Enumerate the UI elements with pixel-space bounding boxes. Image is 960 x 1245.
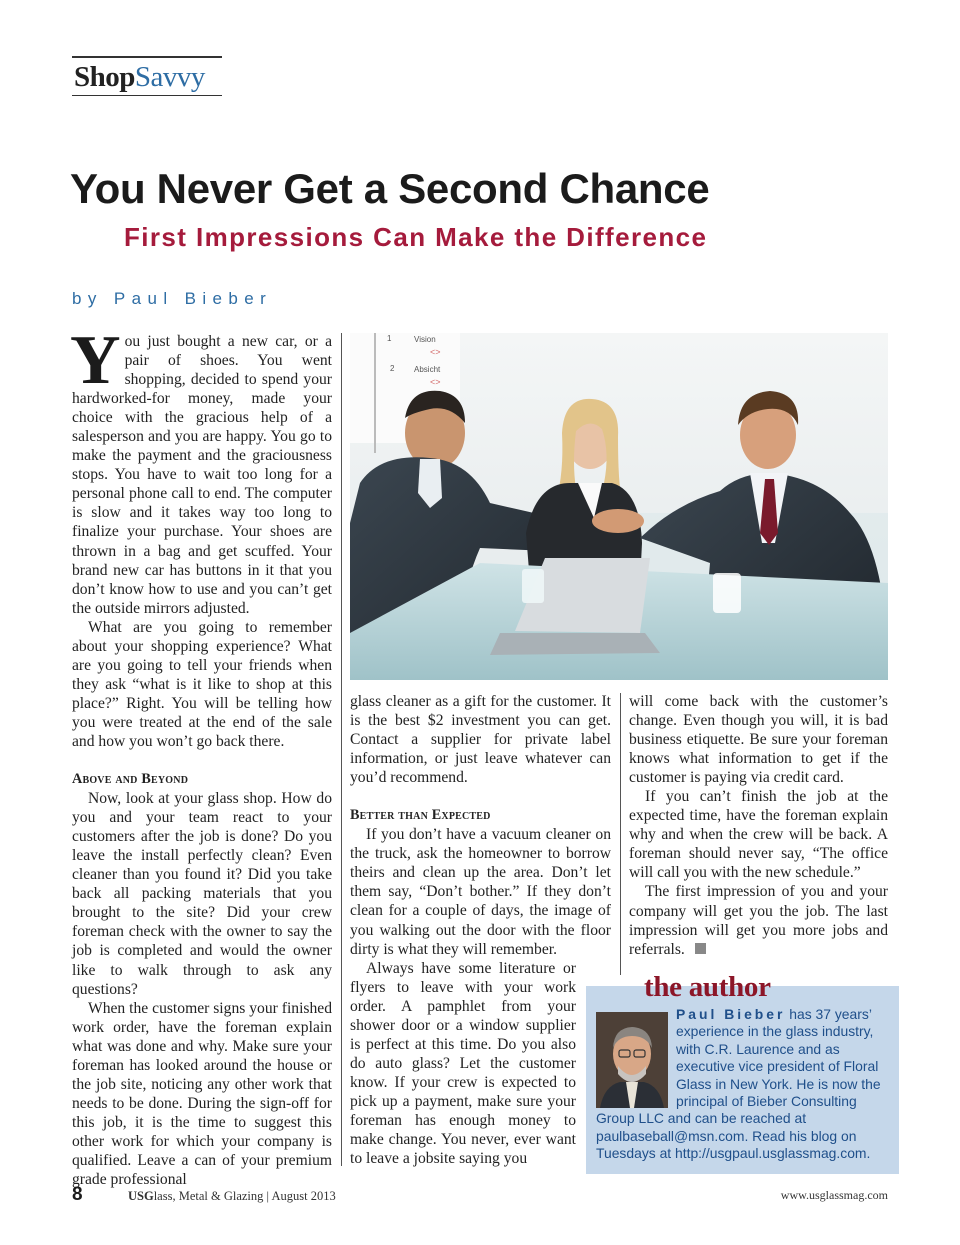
footer-website: www.usglassmag.com — [780, 1188, 888, 1202]
column-divider-1 — [341, 333, 342, 1166]
section-tag-part1: Shop — [74, 61, 135, 93]
section-tag — [72, 56, 222, 96]
svg-text:<>: <> — [430, 377, 441, 387]
col3-paragraph-3 — [629, 882, 888, 958]
subheading-better-than-expected: Better than Expected — [350, 807, 491, 824]
col3-paragraph-2: If you can’t finish the job at the expected time, have the foreman explain why and when the crew will be back. A foreman should never say, “The office will call you with the new schedule.” — [629, 788, 888, 882]
handshake-photo-illustration — [350, 333, 888, 680]
svg-text:<>: <> — [430, 347, 441, 357]
column-divider-2 — [620, 693, 621, 975]
col3-paragraph-3-text: The first impression of you and your company will get you the job. The last impression will get you more jobs and referrals. — [629, 883, 888, 958]
column-1 — [70, 322, 332, 1189]
col3-paragraph-1: will come back with the customer’s change. Even though you will, it is bad business etiquette. Be sure your foreman knows what information to get if the customer is paying via credit card. — [629, 693, 888, 787]
magazine-name — [128, 1189, 336, 1203]
flipchart-number-2: 2 — [390, 364, 395, 373]
flipchart-number-1: 1 — [387, 334, 392, 343]
footer-left — [72, 1183, 336, 1208]
article-subtitle: First Impressions Can Make the Difference — [124, 222, 708, 252]
handshake-photo — [350, 333, 888, 680]
byline: by Paul Bieber — [72, 289, 273, 308]
col2-paragraph-2: If you don’t have a vacuum cleaner on the truck, ask the homeowner to borrow theirs and clean up the area. Don’t let them say, “Don’t bother.” If they don’t clean for a couple of days, the image of you walking out the door with the floor dirty is what they will remember. — [350, 826, 611, 958]
column-3 — [629, 692, 888, 959]
magazine-name-rest: lass, Metal & Glazing — [153, 1189, 264, 1203]
col1-paragraph-2: What are you going to remember about your shopping experience? What are you going to tell your friends when they ask “what is it like to shop at this place?” Right. You will be telling how you were treated at the end of the sale and how you won’t go back there. — [72, 618, 332, 750]
flipchart-item-vision: Vision — [414, 335, 436, 344]
author-name: Paul Bieber — [676, 1006, 786, 1022]
col2-paragraph-3: Always have some literature or flyers to leave with your work order. A pamphlet from your shower door or a window supplier is perfect at this time. Do you also do auto glass? Let the customer know. If your crew is expected to pick up a payment, make sure your foreman has enough money to make change. You never, ever want to leave a jobsite saying you — [350, 959, 576, 1168]
article-title: You Never Get a Second Chance — [70, 165, 710, 212]
end-mark-icon — [695, 943, 706, 954]
section-tag-part2: Savvy — [134, 61, 205, 93]
col1-paragraph-1-text: ou just bought a new car, or a pair of shoes. You went shopping, decided to spend your hardworked-for money, made your choice with the gracious help of a salesperson and you are happy. You go to make the payment and the graciousness stops. You have to wait too long for a personal phone call to end. The computer is slow and it takes way too long to finalize your purchase. Your shoes are thrown in a bag and get scuffed. Your brand new car has buttons in it that you don’t know how to use and you can’t get the outside mirrors adjusted. — [72, 333, 332, 617]
flipchart-item-absicht: Absicht — [414, 365, 441, 374]
col1-paragraph-1 — [70, 322, 332, 618]
magazine-name-bold: USG — [128, 1189, 154, 1203]
footer-separator: | — [266, 1189, 270, 1203]
issue-date: August 2013 — [271, 1189, 336, 1203]
col1-paragraph-3: Now, look at your glass shop. How do you and your team react to your customers after the job is done? Do you leave the install perfectly clean? Even cleaner than you found it? Did you take back all packing materials that you brought to the site? Did your crew foreman check with the owner to say the job is completed and would the owner like to walk through to ask any questions? — [72, 790, 332, 998]
drop-cap: Y — [70, 322, 121, 399]
author-heading: the author — [644, 971, 771, 1003]
subheading-above-and-beyond: Above and Beyond — [72, 771, 189, 788]
author-bio — [596, 1006, 894, 1163]
author-bio-text: has 37 years’ experience in the glass industry, with C.R. Laurence and as executive vice president of Floral Glass in New York. He is now the principal of Bieber Consulting Group LLC and can be reached at paulbaseball@msn.com. Read his blog on Tuesdays at http://usgpaul.usglassmag.com. — [596, 1006, 881, 1162]
page-number: 8 — [72, 1184, 83, 1205]
col1-paragraph-4: When the customer signs your finished work order, have the foreman explain what was done and why. Make sure your foreman has looked around the house or the job site, noticing any other work that needs to be done. During the sign-off for this job, it is the time to suggest this other work for which your company is qualified. Leave a can of your premium grade professional — [72, 999, 332, 1189]
column-2 — [350, 692, 611, 1168]
col2-paragraph-1: glass cleaner as a gift for the customer. It is the best $2 investment you can get. Contact a supplier for private label information, or just leave whatever can you’d recommend. — [350, 693, 611, 787]
